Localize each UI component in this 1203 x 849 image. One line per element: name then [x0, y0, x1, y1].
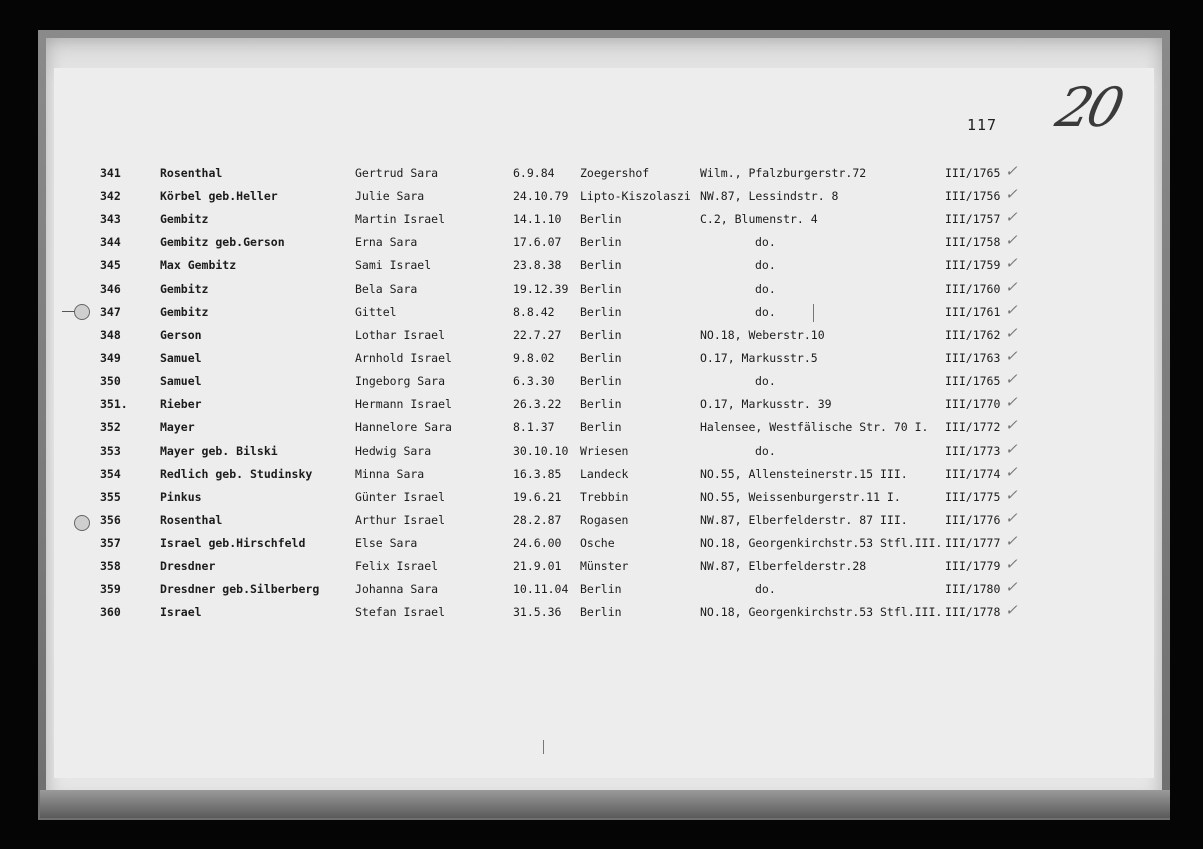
- birth-place-cell: Berlin: [580, 305, 622, 319]
- reference-cell: III/1774: [945, 467, 1001, 481]
- entry-number: 346: [100, 282, 121, 296]
- check-mark-icon: ✓: [1005, 231, 1018, 249]
- check-mark-icon: ✓: [1005, 254, 1018, 272]
- address-cell: NW.87, Elberfelderstr.28: [700, 559, 867, 573]
- check-mark-icon: ✓: [1005, 393, 1018, 411]
- check-mark-icon: ✓: [1005, 486, 1018, 504]
- check-mark-icon: ✓: [1005, 301, 1018, 319]
- address-cell: NO.18, Georgenkirchstr.53 Stfl.III.: [700, 536, 943, 550]
- entry-number: 347: [100, 305, 121, 319]
- address-cell: NO.18, Georgenkirchstr.53 Stfl.III.: [700, 605, 943, 619]
- reference-cell: III/1770: [945, 397, 1001, 411]
- given-names-cell: Günter Israel: [355, 490, 446, 504]
- given-names-cell: Lothar Israel: [355, 328, 446, 342]
- address-cell: do.: [755, 305, 776, 319]
- surname-cell: Israel geb.Hirschfeld: [160, 536, 306, 550]
- given-names-cell: Erna Sara: [355, 235, 418, 249]
- surname-cell: Rieber: [160, 397, 202, 411]
- table-row: [0, 254, 1203, 280]
- reference-cell: III/1756: [945, 189, 1001, 203]
- reference-cell: III/1760: [945, 282, 1001, 296]
- check-mark-icon: ✓: [1005, 185, 1018, 203]
- address-cell: C.2, Blumenstr. 4: [700, 212, 818, 226]
- birth-date-cell: 23.8.38: [513, 258, 562, 272]
- entry-number: 349: [100, 351, 121, 365]
- birth-date-cell: 19.6.21: [513, 490, 562, 504]
- table-row: [0, 486, 1203, 512]
- birth-place-cell: Berlin: [580, 605, 622, 619]
- address-cell: NO.18, Weberstr.10: [700, 328, 825, 342]
- surname-cell: Gembitz: [160, 282, 209, 296]
- check-mark-icon: ✓: [1005, 324, 1018, 342]
- check-mark-icon: ✓: [1005, 440, 1018, 458]
- address-cell: NW.87, Lessindstr. 8: [700, 189, 839, 203]
- reference-cell: III/1779: [945, 559, 1001, 573]
- entry-number: 348: [100, 328, 121, 342]
- address-cell: do.: [755, 582, 776, 596]
- reference-cell: III/1780: [945, 582, 1001, 596]
- reference-cell: III/1777: [945, 536, 1001, 550]
- handwritten-folio-number: 20: [1050, 76, 1127, 139]
- birth-place-cell: Wriesen: [580, 444, 629, 458]
- birth-place-cell: Berlin: [580, 235, 622, 249]
- surname-cell: Gembitz geb.Gerson: [160, 235, 285, 249]
- entry-number: 355: [100, 490, 121, 504]
- page-number: 117: [967, 116, 998, 134]
- surname-cell: Samuel: [160, 374, 202, 388]
- table-row: [0, 324, 1203, 350]
- surname-cell: Gembitz: [160, 305, 209, 319]
- address-cell: Halensee, Westfälische Str. 70 I.: [700, 420, 929, 434]
- check-mark-icon: ✓: [1005, 509, 1018, 527]
- birth-date-cell: 30.10.10: [513, 444, 569, 458]
- birth-date-cell: 6.9.84: [513, 166, 555, 180]
- given-names-cell: Hannelore Sara: [355, 420, 452, 434]
- surname-cell: Dresdner geb.Silberberg: [160, 582, 320, 596]
- table-row: [0, 278, 1203, 304]
- given-names-cell: Stefan Israel: [355, 605, 446, 619]
- surname-cell: Redlich geb. Studinsky: [160, 467, 313, 481]
- table-row: [0, 509, 1203, 535]
- address-cell: do.: [755, 282, 776, 296]
- table-row: [0, 231, 1203, 257]
- given-names-cell: Ingeborg Sara: [355, 374, 446, 388]
- reference-cell: III/1763: [945, 351, 1001, 365]
- table-row: [0, 208, 1203, 234]
- given-names-cell: Gittel: [355, 305, 397, 319]
- surname-cell: Rosenthal: [160, 513, 223, 527]
- entry-number: 360: [100, 605, 121, 619]
- birth-place-cell: Berlin: [580, 212, 622, 226]
- check-mark-icon: ✓: [1005, 370, 1018, 388]
- table-row: [0, 162, 1203, 188]
- reference-cell: III/1758: [945, 235, 1001, 249]
- given-names-cell: Arnhold Israel: [355, 351, 452, 365]
- check-mark-icon: ✓: [1005, 347, 1018, 365]
- address-cell: NO.55, Weissenburgerstr.11 I.: [700, 490, 901, 504]
- reference-cell: III/1775: [945, 490, 1001, 504]
- table-row: [0, 463, 1203, 489]
- birth-date-cell: 9.8.02: [513, 351, 555, 365]
- address-cell: do.: [755, 258, 776, 272]
- birth-date-cell: 17.6.07: [513, 235, 562, 249]
- entry-number: 350: [100, 374, 121, 388]
- birth-date-cell: 24.6.00: [513, 536, 562, 550]
- birth-place-cell: Berlin: [580, 258, 622, 272]
- surname-cell: Körbel geb.Heller: [160, 189, 278, 203]
- surname-cell: Dresdner: [160, 559, 216, 573]
- birth-place-cell: Landeck: [580, 467, 629, 481]
- reference-cell: III/1757: [945, 212, 1001, 226]
- birth-date-cell: 26.3.22: [513, 397, 562, 411]
- birth-date-cell: 8.8.42: [513, 305, 555, 319]
- entry-number: 351.: [100, 397, 128, 411]
- reference-cell: III/1765: [945, 166, 1001, 180]
- birth-date-cell: 16.3.85: [513, 467, 562, 481]
- entry-number: 356: [100, 513, 121, 527]
- birth-date-cell: 21.9.01: [513, 559, 562, 573]
- given-names-cell: Arthur Israel: [355, 513, 446, 527]
- birth-place-cell: Zoegershof: [580, 166, 650, 180]
- entry-number: 358: [100, 559, 121, 573]
- check-mark-icon: ✓: [1005, 162, 1018, 180]
- given-names-cell: Hedwig Sara: [355, 444, 432, 458]
- given-names-cell: Sami Israel: [355, 258, 432, 272]
- table-row: [0, 185, 1203, 211]
- birth-place-cell: Münster: [580, 559, 629, 573]
- given-names-cell: Bela Sara: [355, 282, 418, 296]
- surname-cell: Mayer geb. Bilski: [160, 444, 278, 458]
- table-row: [0, 393, 1203, 419]
- birth-date-cell: 22.7.27: [513, 328, 562, 342]
- surname-cell: Samuel: [160, 351, 202, 365]
- given-names-cell: Hermann Israel: [355, 397, 452, 411]
- check-mark-icon: ✓: [1005, 416, 1018, 434]
- reference-cell: III/1778: [945, 605, 1001, 619]
- address-cell: O.17, Markusstr. 39: [700, 397, 832, 411]
- entry-number: 359: [100, 582, 121, 596]
- given-names-cell: Else Sara: [355, 536, 418, 550]
- birth-date-cell: 31.5.36: [513, 605, 562, 619]
- entry-number: 342: [100, 189, 121, 203]
- check-mark-icon: ✓: [1005, 555, 1018, 573]
- address-cell: do.: [755, 374, 776, 388]
- birth-date-cell: 24.10.79: [513, 189, 569, 203]
- table-row: [0, 370, 1203, 396]
- address-cell: Wilm., Pfalzburgerstr.72: [700, 166, 867, 180]
- check-mark-icon: ✓: [1005, 578, 1018, 596]
- address-cell: do.: [755, 444, 776, 458]
- table-row: [0, 601, 1203, 627]
- birth-place-cell: Osche: [580, 536, 615, 550]
- surname-cell: Gerson: [160, 328, 202, 342]
- table-row: [0, 347, 1203, 373]
- birth-place-cell: Berlin: [580, 328, 622, 342]
- surname-cell: Mayer: [160, 420, 195, 434]
- check-mark-icon: ✓: [1005, 278, 1018, 296]
- address-cell: NO.55, Allensteinerstr.15 III.: [700, 467, 908, 481]
- reference-cell: III/1761: [945, 305, 1001, 319]
- birth-place-cell: Berlin: [580, 420, 622, 434]
- entry-number: 352: [100, 420, 121, 434]
- given-names-cell: Gertrud Sara: [355, 166, 439, 180]
- entry-number: 357: [100, 536, 121, 550]
- table-row: [0, 555, 1203, 581]
- birth-date-cell: 8.1.37: [513, 420, 555, 434]
- address-cell: do.: [755, 235, 776, 249]
- birth-place-cell: Trebbin: [580, 490, 629, 504]
- entry-number: 353: [100, 444, 121, 458]
- surname-cell: Israel: [160, 605, 202, 619]
- given-names-cell: Johanna Sara: [355, 582, 439, 596]
- table-row: [0, 301, 1203, 327]
- surname-cell: Pinkus: [160, 490, 202, 504]
- pencil-mark: [543, 740, 544, 754]
- check-mark-icon: ✓: [1005, 601, 1018, 619]
- birth-place-cell: Rogasen: [580, 513, 629, 527]
- given-names-cell: Martin Israel: [355, 212, 446, 226]
- table-row: [0, 578, 1203, 604]
- entry-number: 341: [100, 166, 121, 180]
- reference-cell: III/1759: [945, 258, 1001, 272]
- birth-date-cell: 14.1.10: [513, 212, 562, 226]
- birth-date-cell: 6.3.30: [513, 374, 555, 388]
- birth-place-cell: Lipto-Kiszolaszi: [580, 189, 691, 203]
- given-names-cell: Minna Sara: [355, 467, 425, 481]
- birth-place-cell: Berlin: [580, 582, 622, 596]
- surname-cell: Rosenthal: [160, 166, 223, 180]
- surname-cell: Gembitz: [160, 212, 209, 226]
- reference-cell: III/1776: [945, 513, 1001, 527]
- surname-cell: Max Gembitz: [160, 258, 237, 272]
- table-row: [0, 440, 1203, 466]
- address-cell: NW.87, Elberfelderstr. 87 III.: [700, 513, 908, 527]
- check-mark-icon: ✓: [1005, 208, 1018, 226]
- reference-cell: III/1772: [945, 420, 1001, 434]
- table-row: [0, 416, 1203, 442]
- birth-date-cell: 28.2.87: [513, 513, 562, 527]
- page-bottom-edge: [40, 790, 1170, 818]
- birth-place-cell: Berlin: [580, 282, 622, 296]
- given-names-cell: Felix Israel: [355, 559, 439, 573]
- reference-cell: III/1773: [945, 444, 1001, 458]
- birth-date-cell: 10.11.04: [513, 582, 569, 596]
- entry-number: 343: [100, 212, 121, 226]
- birth-place-cell: Berlin: [580, 397, 622, 411]
- reference-cell: III/1762: [945, 328, 1001, 342]
- entry-number: 345: [100, 258, 121, 272]
- reference-cell: III/1765: [945, 374, 1001, 388]
- entry-number: 354: [100, 467, 121, 481]
- birth-date-cell: 19.12.39: [513, 282, 569, 296]
- address-cell: O.17, Markusstr.5: [700, 351, 818, 365]
- birth-place-cell: Berlin: [580, 374, 622, 388]
- table-row: [0, 532, 1203, 558]
- check-mark-icon: ✓: [1005, 532, 1018, 550]
- check-mark-icon: ✓: [1005, 463, 1018, 481]
- birth-place-cell: Berlin: [580, 351, 622, 365]
- given-names-cell: Julie Sara: [355, 189, 425, 203]
- entry-number: 344: [100, 235, 121, 249]
